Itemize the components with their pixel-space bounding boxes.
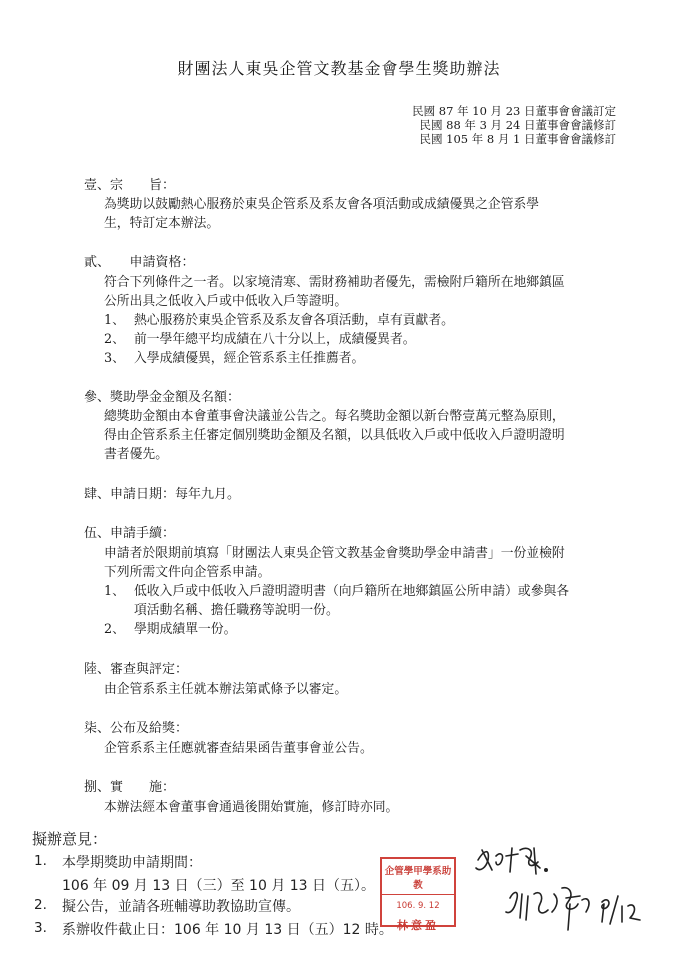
section-1-line-2: 生，特訂定本辦法。 <box>104 216 220 231</box>
opinion-item-2-text: 擬公告，並請各班輔導助教協助宣傳。 <box>62 899 300 915</box>
section-1-heading: 壹、宗 旨： <box>84 178 176 193</box>
history-line-1: 民國 87 年 10 月 23 日董事會會議訂定 <box>412 104 616 118</box>
section-8-heading: 捌、實 施： <box>84 780 176 795</box>
approval-stamp <box>380 857 456 932</box>
section-2-line-2: 公所出具之低收入戶或中低收入戶等證明。 <box>104 294 348 309</box>
section-5-line-1: 申請者於限期前填寫「財團法人東吳企管文教基金會獎助學金申請書」一份並檢附 <box>104 546 565 561</box>
section-2-item-2-num: 2、 <box>104 332 125 347</box>
opinion-heading: 擬辦意見： <box>32 830 108 848</box>
stamp-department: 企管學甲學系助教 <box>382 863 454 895</box>
section-4-heading: 肆、申請日期：每年九月。 <box>84 487 241 502</box>
opinion-item-3-text: 系辦收件截止日：106 年 10 月 13 日（五）12 時。 <box>62 922 393 938</box>
section-5-item-2-text: 學期成績單一份。 <box>134 622 237 637</box>
section-7-line-1: 企管系系主任應就審查結果函告董事會並公告。 <box>104 741 373 756</box>
history-line-2: 民國 88 年 3 月 24 日董事會會議修訂 <box>419 118 616 132</box>
section-3-line-2: 得由企管系系主任審定個別獎助金額及名額，以具低收入戶或中低收入戶證明證明 <box>104 428 565 443</box>
history-line-3: 民國 105 年 8 月 1 日董事會會議修訂 <box>419 132 616 146</box>
section-5-heading: 伍、申請手續： <box>84 526 176 541</box>
section-2-item-2-text: 前一學年總平均成績在八十分以上，成績優異者。 <box>134 332 416 347</box>
section-3-heading: 參、獎助學金金額及名額： <box>84 390 241 405</box>
section-2-item-1-num: 1、 <box>104 313 125 328</box>
document-title: 財團法人東吳企管文教基金會學生獎助辦法 <box>177 59 501 78</box>
section-3-line-3: 書者優先。 <box>104 447 168 462</box>
section-5-item-1-text: 低收入戶或中低收入戶證明證明書（向戶籍所在地鄉鎮區公所申請）或參與各 <box>134 584 570 599</box>
section-5-item-1-num: 1、 <box>104 584 125 599</box>
stamp-name: 林意盈 <box>397 919 439 932</box>
stamp-date: 106. 9. 12 <box>396 901 440 911</box>
section-2-item-3-text: 入學成績優異，經企管系系主任推薦者。 <box>134 351 365 366</box>
section-5-line-2: 下列所需文件向企管系申請。 <box>104 565 271 580</box>
opinion-item-3-num: 3. <box>34 920 47 936</box>
opinion-item-2-num: 2. <box>34 897 47 913</box>
section-7-heading: 柒、公布及給獎： <box>84 721 189 736</box>
opinion-item-1-num: 1. <box>34 853 47 869</box>
section-2-item-1-text: 熱心服務於東吳企管系及系友會各項活動，卓有貢獻者。 <box>134 313 454 328</box>
section-2-item-3-num: 3、 <box>104 351 125 366</box>
section-5-item-2-num: 2、 <box>104 622 125 637</box>
section-2-heading: 貳、 申請資格： <box>84 255 195 270</box>
section-2-line-1: 符合下列條件之一者。以家境清寒、需財務補助者優先，需檢附戶籍所在地鄉鎮區 <box>104 275 565 290</box>
section-8-line-1: 本辦法經本會董事會通過後開始實施，修訂時亦同。 <box>104 800 399 815</box>
opinion-item-1-text: 本學期獎助申請期間： <box>62 855 202 871</box>
section-5-item-1-cont: 項活動名稱、擔任職務等說明一份。 <box>134 603 339 618</box>
section-1-line-1: 為獎助以鼓勵熱心服務於東吳企管系及系友會各項活動或成績優異之企管系學 <box>104 197 540 212</box>
section-6-heading: 陸、審查與評定： <box>84 662 189 677</box>
section-3-line-1: 總獎助金額由本會董事會決議並公告之。每名獎助金額以新台幣壹萬元整為原則， <box>104 409 565 424</box>
section-6-line-1: 由企管系系主任就本辦法第貳條予以審定。 <box>104 682 348 697</box>
handwritten-signature <box>470 838 660 948</box>
opinion-item-1-cont: 106 年 09 月 13 日（三）至 10 月 13 日（五）。 <box>62 878 376 894</box>
